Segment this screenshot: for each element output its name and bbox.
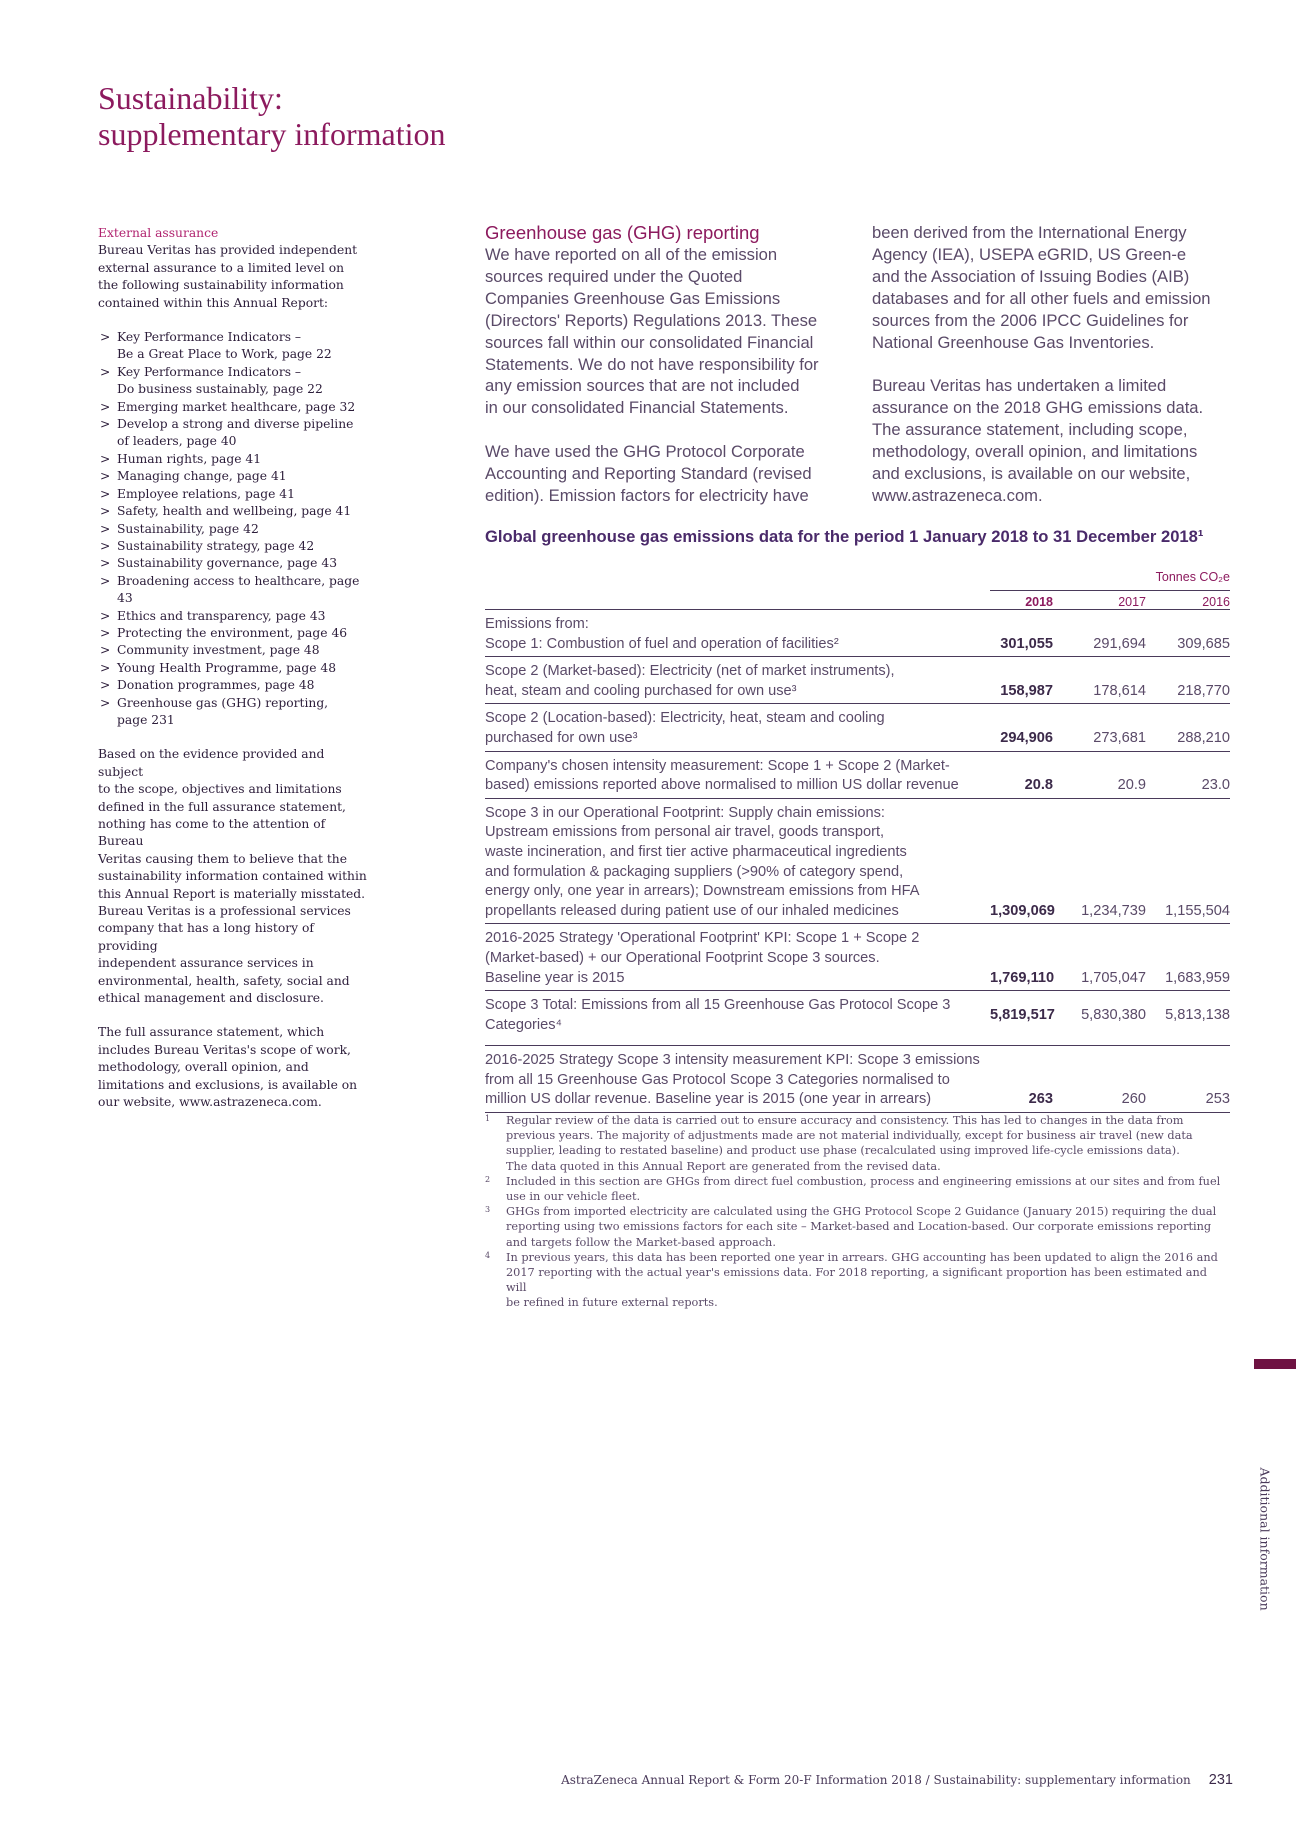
row-label [485, 662, 990, 701]
text-line: (Directors' Reports) Regulations 2013. These [485, 310, 818, 330]
item-line: Employee relations, page 41 [117, 486, 295, 501]
label-line: based) emissions reported above normalised to million US dollar revenue [485, 777, 959, 794]
arrow-icon: > [100, 417, 111, 432]
list-item [98, 364, 370, 399]
footnote [485, 1113, 1230, 1174]
footnote-line: 2017 reporting with the actual year's emissions data. For 2018 reporting, a significant proportion has been estimated and will [506, 1266, 1208, 1295]
value-2016: 1,683,959 [1165, 969, 1230, 986]
value-2016: 23.0 [1201, 777, 1230, 794]
value-2018: 158,987 [1000, 682, 1053, 699]
arrow-icon: > [100, 364, 111, 379]
value-2018: 20.8 [1024, 777, 1053, 794]
item-line: Broadening access to healthcare, page 43 [117, 573, 360, 606]
text-line: Bureau Veritas has provided independent [98, 243, 358, 258]
row-label [485, 757, 990, 796]
footnote-marker: 4 [485, 1250, 491, 1260]
text-line: and the Association of Issuing Bodies (AIB) [872, 266, 1190, 286]
list-item [98, 625, 370, 642]
list-item [98, 503, 370, 520]
item-line: Do business sustainably, page 22 [117, 382, 323, 397]
item-line: Young Health Programme, page 48 [117, 660, 337, 675]
footnote-line: The data quoted in this Annual Report are generated from the revised data. [506, 1159, 941, 1173]
label-line: Upstream emissions from personal air travel, goods transport, [485, 824, 885, 841]
table-row [485, 657, 1230, 704]
label-line: 2016-2025 Strategy 'Operational Footprint' KPI: Scope 1 + Scope 2 [485, 930, 920, 947]
footnote-marker: 2 [485, 1174, 491, 1184]
arrow-icon: > [100, 573, 111, 588]
row-label [485, 615, 990, 654]
table-body [485, 609, 1230, 1113]
value-2016: 1,155,504 [1165, 902, 1230, 919]
footnote-marker: 3 [485, 1205, 491, 1215]
text-line: Veritas causing them to believe that the [98, 851, 347, 866]
assurance-intro [98, 242, 370, 312]
value-2017: 1,705,047 [1081, 969, 1146, 986]
list-item [98, 573, 370, 608]
value-2018: 1,769,110 [990, 969, 1055, 986]
label-line: million US dollar revenue. Baseline year is 2015 (one year in arrears) [485, 1091, 932, 1108]
label-line: energy only, one year in arrears); Downstream emissions from HFA [485, 883, 920, 900]
label-line: (Market-based) + our Operational Footprint Scope 3 sources. [485, 949, 880, 966]
footnote-line: use in our vehicle fleet. [506, 1190, 641, 1204]
footnote-line: In previous years, this data has been reported one year in arrears. GHG accounting has been updated to align the 2016 and [506, 1250, 1218, 1264]
footnote-marker: 1 [485, 1114, 491, 1123]
list-item [98, 538, 370, 555]
table-row [485, 1046, 1230, 1113]
item-line: Greenhouse gas (GHG) reporting, [117, 695, 329, 710]
item-line: Sustainability strategy, page 42 [117, 538, 315, 553]
item-line: Key Performance Indicators – [117, 364, 302, 379]
text-line: environmental, health, safety, social and [98, 973, 350, 988]
footnote [485, 1204, 1230, 1250]
ghg-column-1 [485, 222, 845, 507]
year-header-2018: 2018 [1025, 595, 1053, 609]
text-line: Bureau Veritas has undertaken a limited [872, 376, 1167, 396]
ghg-paragraph-1 [485, 244, 845, 419]
text-line: We have reported on all of the emission [485, 245, 778, 264]
footnote-line: Included in this section are GHGs from direct fuel combustion, process and engineering emissions at our sites and from fuel [506, 1174, 1221, 1188]
assurance-statement-paragraph [98, 1024, 370, 1111]
arrow-icon: > [100, 399, 111, 414]
external-assurance-heading: External assurance [98, 226, 219, 240]
arrow-icon: > [100, 504, 111, 519]
arrow-icon: > [100, 678, 111, 693]
value-2017: 5,830,380 [1081, 1006, 1146, 1023]
text-line: this Annual Report is materially misstated. [98, 886, 366, 901]
value-2016: 5,813,138 [1165, 1006, 1230, 1023]
label-line: Scope 2 (Market-based): Electricity (net of market instruments), [485, 663, 895, 680]
row-label [485, 709, 990, 748]
footnote-line: previous years. The majority of adjustments made are not material individually, except for business air travel (new data [506, 1129, 1193, 1143]
arrow-icon: > [100, 486, 111, 501]
table-header [990, 590, 1230, 611]
external-assurance-section [98, 225, 370, 1112]
list-item [98, 555, 370, 572]
value-2017: 178,614 [1093, 682, 1146, 699]
text-line: the following sustainability information [98, 278, 344, 293]
section-tab-marker [1254, 1359, 1296, 1369]
text-line: ethical management and disclosure. [98, 991, 324, 1006]
item-line: Community investment, page 48 [117, 643, 320, 658]
page-footer [561, 1772, 1233, 1788]
text-line: defined in the full assurance statement, [98, 799, 346, 814]
assurance-evidence-paragraph [98, 746, 370, 1007]
text-line: sources fall within our consolidated Financial [485, 332, 814, 352]
text-line: Accounting and Reporting Standard (revised [485, 464, 812, 484]
item-line: Sustainability governance, page 43 [117, 556, 338, 571]
item-line: Sustainability, page 42 [117, 521, 259, 536]
text-line: sources required under the Quoted [485, 266, 743, 286]
text-line: methodology, overall opinion, and limitations [872, 442, 1198, 462]
label-line: Categories⁴ [485, 1016, 562, 1033]
item-line: page 231 [117, 712, 175, 727]
text-line: Bureau Veritas is a professional services [98, 904, 351, 919]
list-item [98, 416, 370, 451]
text-line: databases and for all other fuels and emission [872, 288, 1211, 308]
value-2018: 294,906 [1000, 729, 1053, 746]
item-line: Protecting the environment, page 46 [117, 625, 348, 640]
footnotes [485, 1113, 1230, 1311]
text-line: includes Bureau Veritas's scope of work, [98, 1042, 351, 1057]
item-line: Emerging market healthcare, page 32 [117, 399, 356, 414]
row-label [485, 1051, 990, 1110]
footnote-line: and targets follow the Market-based approach. [506, 1235, 776, 1249]
arrow-icon: > [100, 625, 111, 640]
label-line: purchased for own use³ [485, 729, 638, 746]
footnote-line: GHGs from imported electricity are calculated using the GHG Protocol Scope 2 Guidance (January 2015) requiring the dual [506, 1205, 1217, 1219]
units-label: Tonnes CO₂e [1155, 570, 1230, 584]
text-line: external assurance to a limited level on [98, 260, 345, 275]
page-title-line2: supplementary information [98, 116, 446, 152]
text-line: to the scope, objectives and limitations [98, 782, 342, 797]
arrow-icon: > [100, 556, 111, 571]
text-line: sources from the 2006 IPCC Guidelines for [872, 310, 1189, 330]
list-item [98, 399, 370, 416]
ghg-paragraph-4 [872, 375, 1242, 506]
value-2018: 263 [1028, 1091, 1053, 1108]
text-line: Companies Greenhouse Gas Emissions [485, 288, 781, 308]
arrow-icon: > [100, 330, 111, 345]
list-item [98, 486, 370, 503]
section-tab-text: Additional information [1257, 1467, 1273, 1611]
footnote-line: Regular review of the data is carried out to ensure accuracy and consistency. This has led to changes in the data from [506, 1114, 1184, 1127]
list-item [98, 695, 370, 730]
value-2017: 291,694 [1093, 635, 1146, 652]
ghg-paragraph-2 [485, 441, 845, 507]
arrow-icon: > [100, 521, 111, 536]
list-item [98, 608, 370, 625]
arrow-icon: > [100, 660, 111, 675]
list-item [98, 677, 370, 694]
arrow-icon: > [100, 643, 111, 658]
label-line: waste incineration, and first tier active pharmaceutical ingredients [485, 843, 907, 860]
table-row [485, 752, 1230, 799]
table-row [485, 610, 1230, 657]
label-line: from all 15 Greenhouse Gas Protocol Scope 3 Categories normalised to [485, 1071, 950, 1088]
list-item [98, 660, 370, 677]
row-label [485, 804, 990, 922]
page-number: 231 [1208, 1772, 1233, 1788]
label-line: Scope 3 Total: Emissions from all 15 Greenhouse Gas Protocol Scope 3 [485, 997, 951, 1014]
table-row [485, 704, 1230, 751]
item-line: Key Performance Indicators – [117, 330, 302, 345]
text-line: contained within this Annual Report: [98, 295, 329, 310]
table-row [485, 991, 1230, 1046]
item-line: Be a Great Place to Work, page 22 [117, 347, 332, 362]
item-line: Safety, health and wellbeing, page 41 [117, 504, 352, 519]
text-line: Based on the evidence provided and subject [98, 747, 325, 779]
assured-items-list [98, 329, 370, 729]
arrow-icon: > [100, 451, 111, 466]
value-2016: 309,685 [1177, 635, 1230, 652]
text-line: our website, www.astrazeneca.com. [98, 1095, 322, 1110]
text-line: in our consolidated Financial Statements. [485, 398, 789, 418]
value-2016: 253 [1205, 1091, 1230, 1108]
text-line: company that has a long history of providing [98, 921, 314, 953]
label-line: 2016-2025 Strategy Scope 3 intensity measurement KPI: Scope 3 emissions [485, 1052, 980, 1069]
value-2017: 20.9 [1117, 777, 1146, 794]
list-item [98, 329, 370, 364]
table-row [485, 924, 1230, 991]
footer-text: AstraZeneca Annual Report & Form 20-F Information 2018 / Sustainability: supplementary information [561, 1773, 1191, 1787]
value-2017: 260 [1121, 1091, 1146, 1108]
footnote-line: supplier, leading to restated baseline) and product use phase (recalculated using improved life-cycle emissions data). [506, 1144, 1180, 1158]
footnote-line: be refined in future external reports. [506, 1296, 718, 1310]
label-line: Baseline year is 2015 [485, 969, 625, 986]
arrow-icon: > [100, 538, 111, 553]
text-line: National Greenhouse Gas Inventories. [872, 332, 1155, 352]
text-line: The assurance statement, including scope, [872, 420, 1188, 440]
label-line: and formulation & packaging suppliers (>90% of category spend, [485, 863, 904, 880]
text-line: methodology, overall opinion, and [98, 1060, 309, 1075]
item-line: Managing change, page 41 [117, 469, 287, 484]
text-line: any emission sources that are not included [485, 376, 800, 396]
label-line: Company's chosen intensity measurement: Scope 1 + Scope 2 (Market- [485, 757, 950, 774]
item-line: Donation programmes, page 48 [117, 678, 315, 693]
value-2018: 5,819,517 [990, 1006, 1055, 1023]
list-item [98, 468, 370, 485]
text-line: Agency (IEA), USEPA eGRID, US Green-e [872, 244, 1187, 264]
value-2016: 218,770 [1177, 682, 1230, 699]
text-line: and exclusions, is available on our website, [872, 463, 1191, 483]
label-line: Emissions from: [485, 616, 589, 632]
ghg-paragraph-3 [872, 222, 1242, 353]
emissions-table-title: Global greenhouse gas emissions data for the period 1 January 2018 to 31 December 2018¹ [485, 527, 1204, 546]
year-header-2016: 2016 [1202, 595, 1230, 609]
text-line: We have used the GHG Protocol Corporate [485, 442, 805, 462]
arrow-icon: > [100, 695, 111, 710]
row-label [485, 929, 990, 988]
label-line: propellants released during patient use of our inhaled medicines [485, 902, 899, 919]
value-2017: 273,681 [1093, 729, 1146, 746]
row-label [485, 996, 990, 1035]
year-header-2017: 2017 [1118, 595, 1146, 609]
item-line: Ethics and transparency, page 43 [117, 608, 326, 623]
text-line: The full assurance statement, which [98, 1025, 325, 1040]
footnote-line: reporting using two emissions factors for each site – Market-based and Location-based. Our corporate emissions reporting [506, 1220, 1212, 1234]
value-2018: 301,055 [1000, 635, 1053, 652]
label-line: Scope 3 in our Operational Footprint: Supply chain emissions: [485, 804, 885, 821]
text-line: been derived from the International Energy [872, 223, 1187, 242]
label-line: Scope 2 (Location-based): Electricity, heat, steam and cooling [485, 710, 885, 727]
table-row [485, 799, 1230, 925]
item-line: Human rights, page 41 [117, 451, 262, 466]
page-title-line1: Sustainability: [98, 80, 283, 116]
page-title [98, 80, 445, 152]
text-line: nothing has come to the attention of Bureau [98, 817, 326, 849]
list-item [98, 642, 370, 659]
text-line: independent assurance services in [98, 956, 314, 971]
value-2018: 1,309,069 [990, 902, 1055, 919]
text-line: sustainability information contained within [98, 869, 367, 884]
text-line: www.astrazeneca.com. [872, 485, 1043, 505]
value-2016: 288,210 [1177, 729, 1230, 746]
text-line: assurance on the 2018 GHG emissions data. [872, 398, 1204, 418]
ghg-heading: Greenhouse gas (GHG) reporting [485, 222, 760, 243]
footnote [485, 1174, 1230, 1204]
label-line: heat, steam and cooling purchased for own use³ [485, 682, 797, 699]
arrow-icon: > [100, 608, 111, 623]
item-line: Develop a strong and diverse pipeline [117, 417, 354, 432]
list-item [98, 451, 370, 468]
arrow-icon: > [100, 469, 111, 484]
list-item [98, 521, 370, 538]
value-2017: 1,234,739 [1081, 902, 1146, 919]
text-line: limitations and exclusions, is available on [98, 1077, 358, 1092]
label-line: Scope 1: Combustion of fuel and operation of facilities² [485, 635, 839, 652]
ghg-column-2 [872, 222, 1242, 507]
text-line: Statements. We do not have responsibility for [485, 354, 819, 374]
footnote [485, 1250, 1230, 1311]
text-line: edition). Emission factors for electricity have [485, 485, 809, 505]
item-line: of leaders, page 40 [117, 434, 237, 449]
